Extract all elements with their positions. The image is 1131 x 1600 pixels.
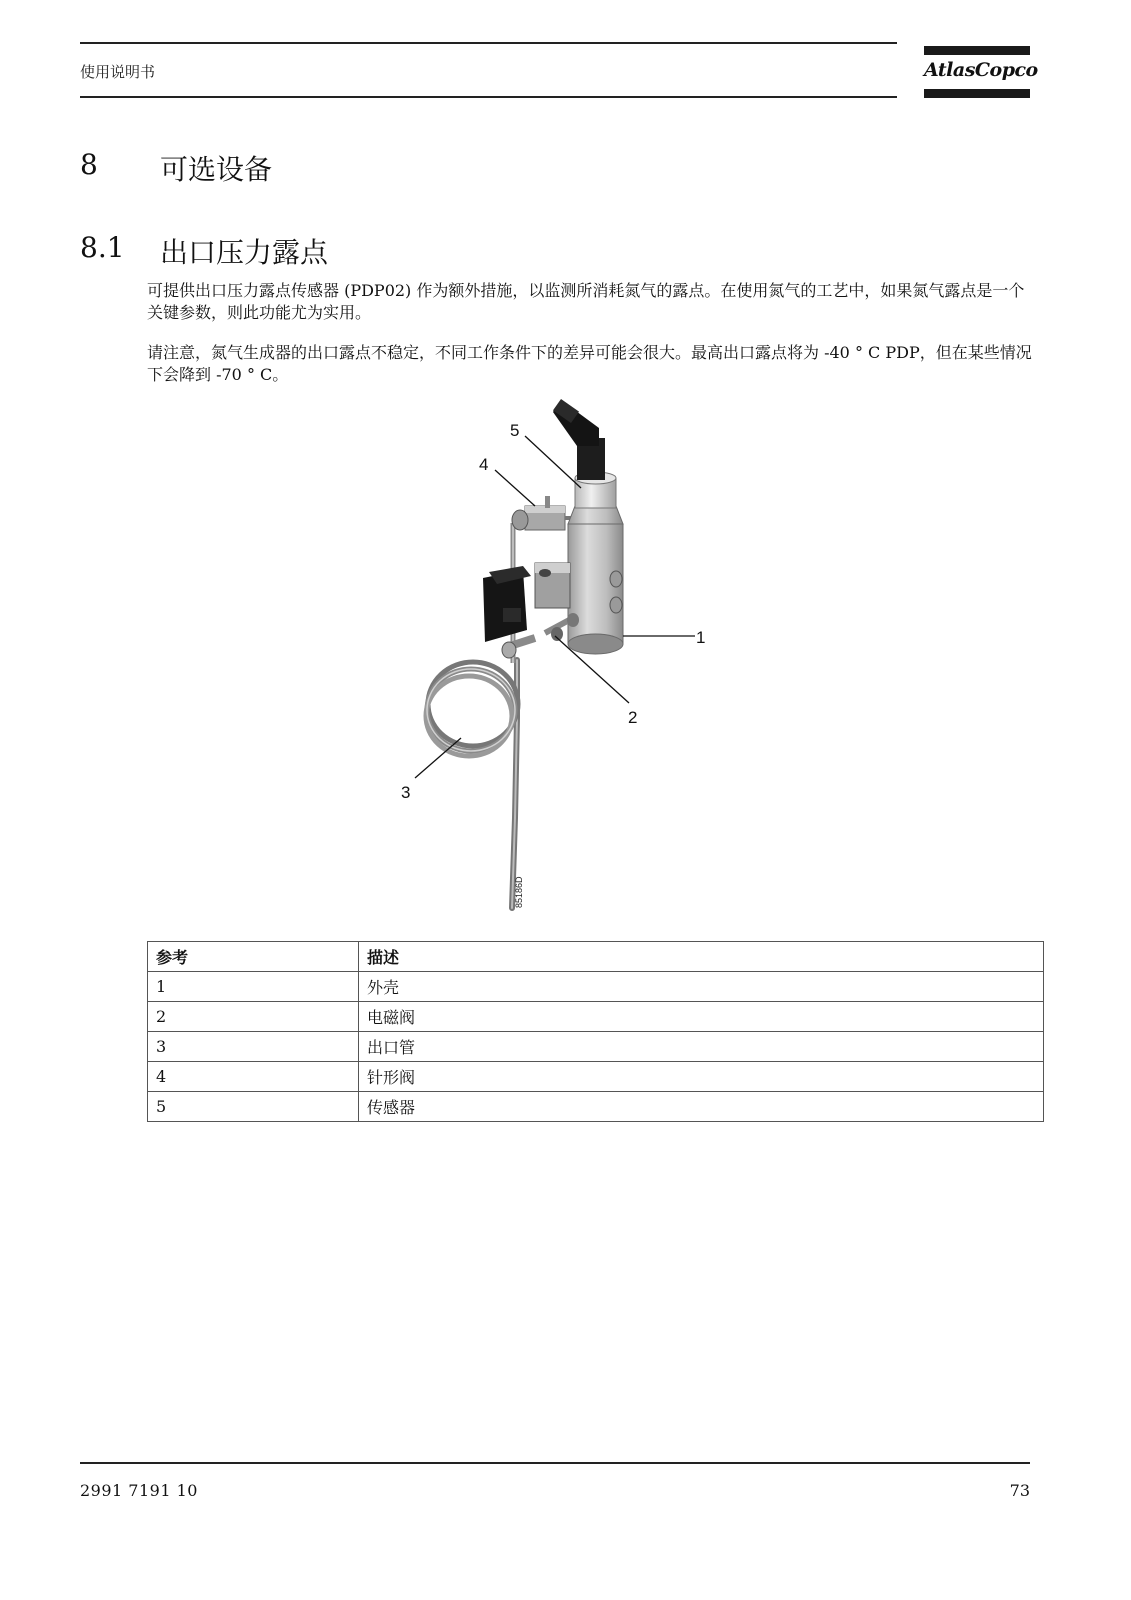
row-ref: 5 — [148, 1092, 359, 1122]
table-row — [148, 1002, 1044, 1032]
logo-top-bar — [924, 46, 1030, 55]
row-desc: 针形阀 — [359, 1062, 1044, 1092]
table-row — [148, 972, 1044, 1002]
row-desc: 外壳 — [359, 972, 1044, 1002]
row-ref: 2 — [148, 1002, 359, 1032]
figure-code: 85186D — [514, 876, 524, 908]
callout-3: 3 — [401, 783, 411, 802]
intro-paragraph: 可提供出口压力露点传感器 (PDP02) 作为额外措施，以监测所消耗氮气的露点。在使用氮气的工艺中，如果氮气露点是一个关键参数，则此功能尤为实用。 — [147, 281, 1025, 322]
header-top-rule — [80, 42, 897, 44]
logo-brand-text: AtlasCopco — [924, 59, 1038, 81]
table-row — [148, 1092, 1044, 1122]
header-desc: 描述 — [359, 942, 1044, 972]
section-title: 可选设备 — [160, 153, 273, 186]
row-desc: 传感器 — [359, 1092, 1044, 1122]
note-paragraph: 请注意，氮气生成器的出口露点不稳定，不同工作条件下的差异可能会很大。最高出口露点将为 -40 ° C PDP，但在某些情况下会降到 -70 ° C。 — [147, 343, 1032, 384]
document-number: 2991 7191 10 — [80, 1481, 198, 1500]
outlet-tube-drawing — [426, 660, 518, 908]
housing-drawing — [568, 506, 623, 654]
table-row — [148, 1062, 1044, 1092]
header-bottom-rule — [80, 96, 897, 98]
callout-2: 2 — [628, 708, 638, 727]
footer-rule — [80, 1462, 1030, 1464]
atlas-copco-logo — [924, 46, 1038, 98]
row-desc: 出口管 — [359, 1032, 1044, 1062]
solenoid-valve-drawing — [483, 563, 579, 658]
callout-5: 5 — [510, 421, 520, 440]
callout-4: 4 — [479, 455, 489, 474]
row-ref: 1 — [148, 972, 359, 1002]
table-row — [148, 1032, 1044, 1062]
document-type-label: 使用说明书 — [80, 63, 156, 81]
needle-valve-drawing — [512, 496, 571, 530]
row-desc: 电磁阀 — [359, 1002, 1044, 1032]
section-number: 8 — [80, 148, 98, 181]
row-ref: 4 — [148, 1062, 359, 1092]
row-ref: 3 — [148, 1032, 359, 1062]
table-header-row — [148, 942, 1044, 972]
subsection-number: 8.1 — [80, 231, 125, 264]
callout-1: 1 — [696, 628, 706, 647]
header-ref: 参考 — [148, 942, 359, 972]
reference-table — [147, 941, 1044, 1122]
page-number: 73 — [1009, 1481, 1030, 1500]
logo-bottom-bar — [924, 89, 1030, 98]
subsection-title: 出口压力露点 — [160, 236, 329, 269]
dew-point-sensor-figure — [385, 398, 720, 916]
sensor-drawing — [553, 399, 616, 508]
